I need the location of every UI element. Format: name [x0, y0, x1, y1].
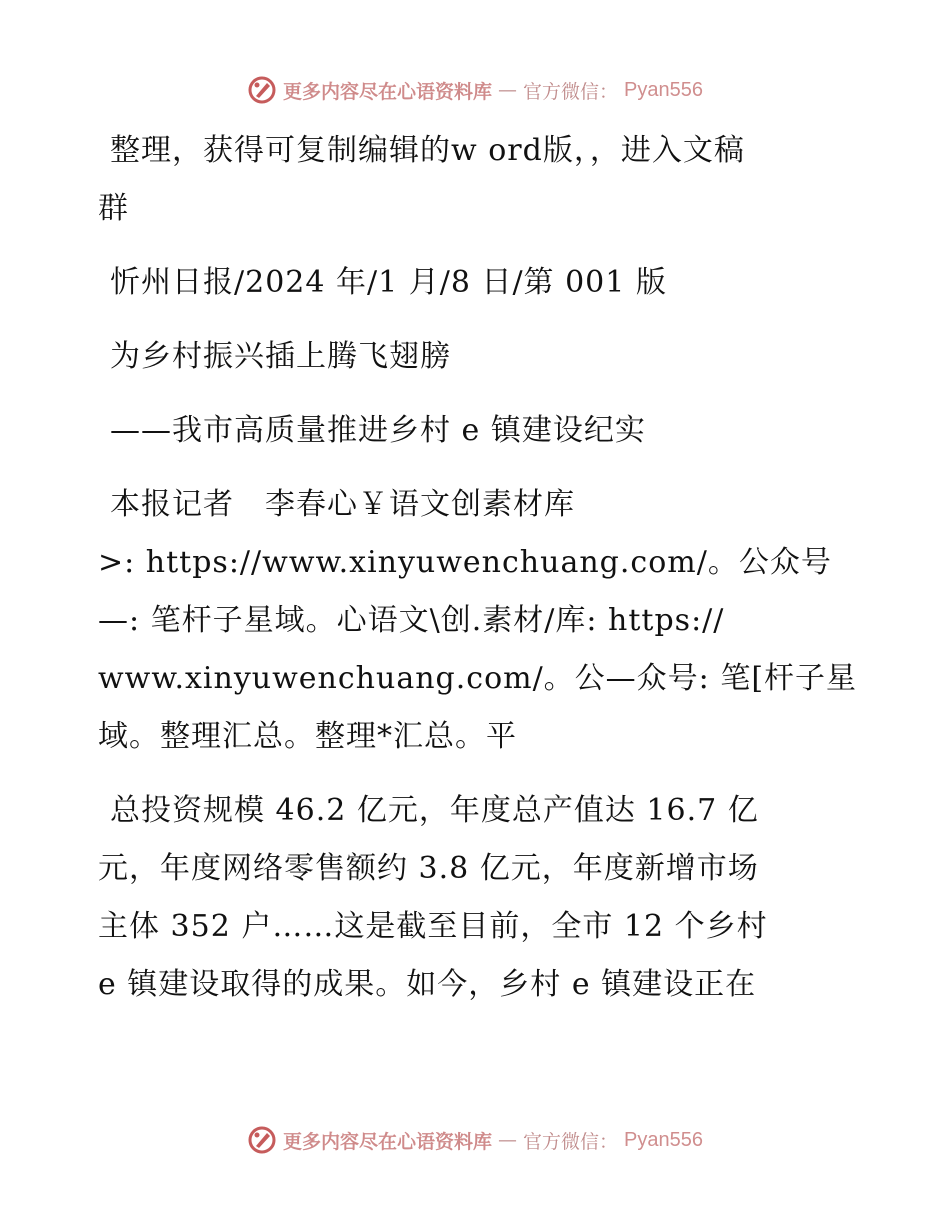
footer-watermark: [0, 1120, 950, 1160]
noise-line: www.xinyuwenchuang.com/。公—众号: 笔[杆子星: [98, 661, 858, 696]
watermark-dash: —: [498, 79, 518, 101]
body-line: 主体 352 户……这是截至目前，全市 12 个乡村: [98, 909, 768, 944]
noise-line: >: https://www.xinyuwenchuang.com/。公众号: [98, 545, 832, 580]
watermark-official-label: 官方微信：: [523, 1130, 619, 1153]
watermark-dash: —: [498, 1129, 518, 1151]
brand-logo-icon: [247, 1125, 277, 1155]
headline: 为乡村振兴插上腾飞翅膀: [110, 339, 451, 374]
watermark-official-label: 官方微信：: [523, 80, 619, 103]
body-line: 元，年度网络零售额约 3.8 亿元，年度新增市场: [98, 851, 759, 886]
body-line: e 镇建设取得的成果。如今，乡村 e 镇建设正在: [98, 967, 757, 1002]
noise-block: [98, 534, 858, 766]
watermark-wechat-id: Pyan556: [624, 78, 703, 101]
body-line: 总投资规模 46.2 亿元，年度总产值达 16.7 亿: [110, 793, 759, 828]
brand-logo-icon: [247, 75, 277, 105]
noise-line: —: 笔杆子星域。心语文\创.素材/库: https://: [98, 603, 725, 638]
watermark-wechat-id: Pyan556: [624, 1128, 703, 1151]
noise-line: 域。整理汇总。整理*汇总。平: [98, 719, 517, 754]
byline: 本报记者 李春心￥语文创素材库: [110, 487, 575, 522]
body-paragraph: [98, 782, 858, 1014]
header-watermark: [0, 70, 950, 110]
source-line: 忻州日报/2024 年/1 月/8 日/第 001 版: [110, 265, 667, 300]
intro-line-2: 群: [98, 191, 129, 226]
intro-line-1: 整理，获得可复制编辑的w ord版，，进入文稿: [110, 133, 745, 168]
watermark-site-text: 更多内容尽在心语资料库: [283, 1130, 493, 1153]
watermark-site-text: 更多内容尽在心语资料库: [283, 80, 493, 103]
document-body: [98, 122, 858, 1014]
subheadline: ——我市高质量推进乡村 e 镇建设纪实: [110, 413, 646, 448]
